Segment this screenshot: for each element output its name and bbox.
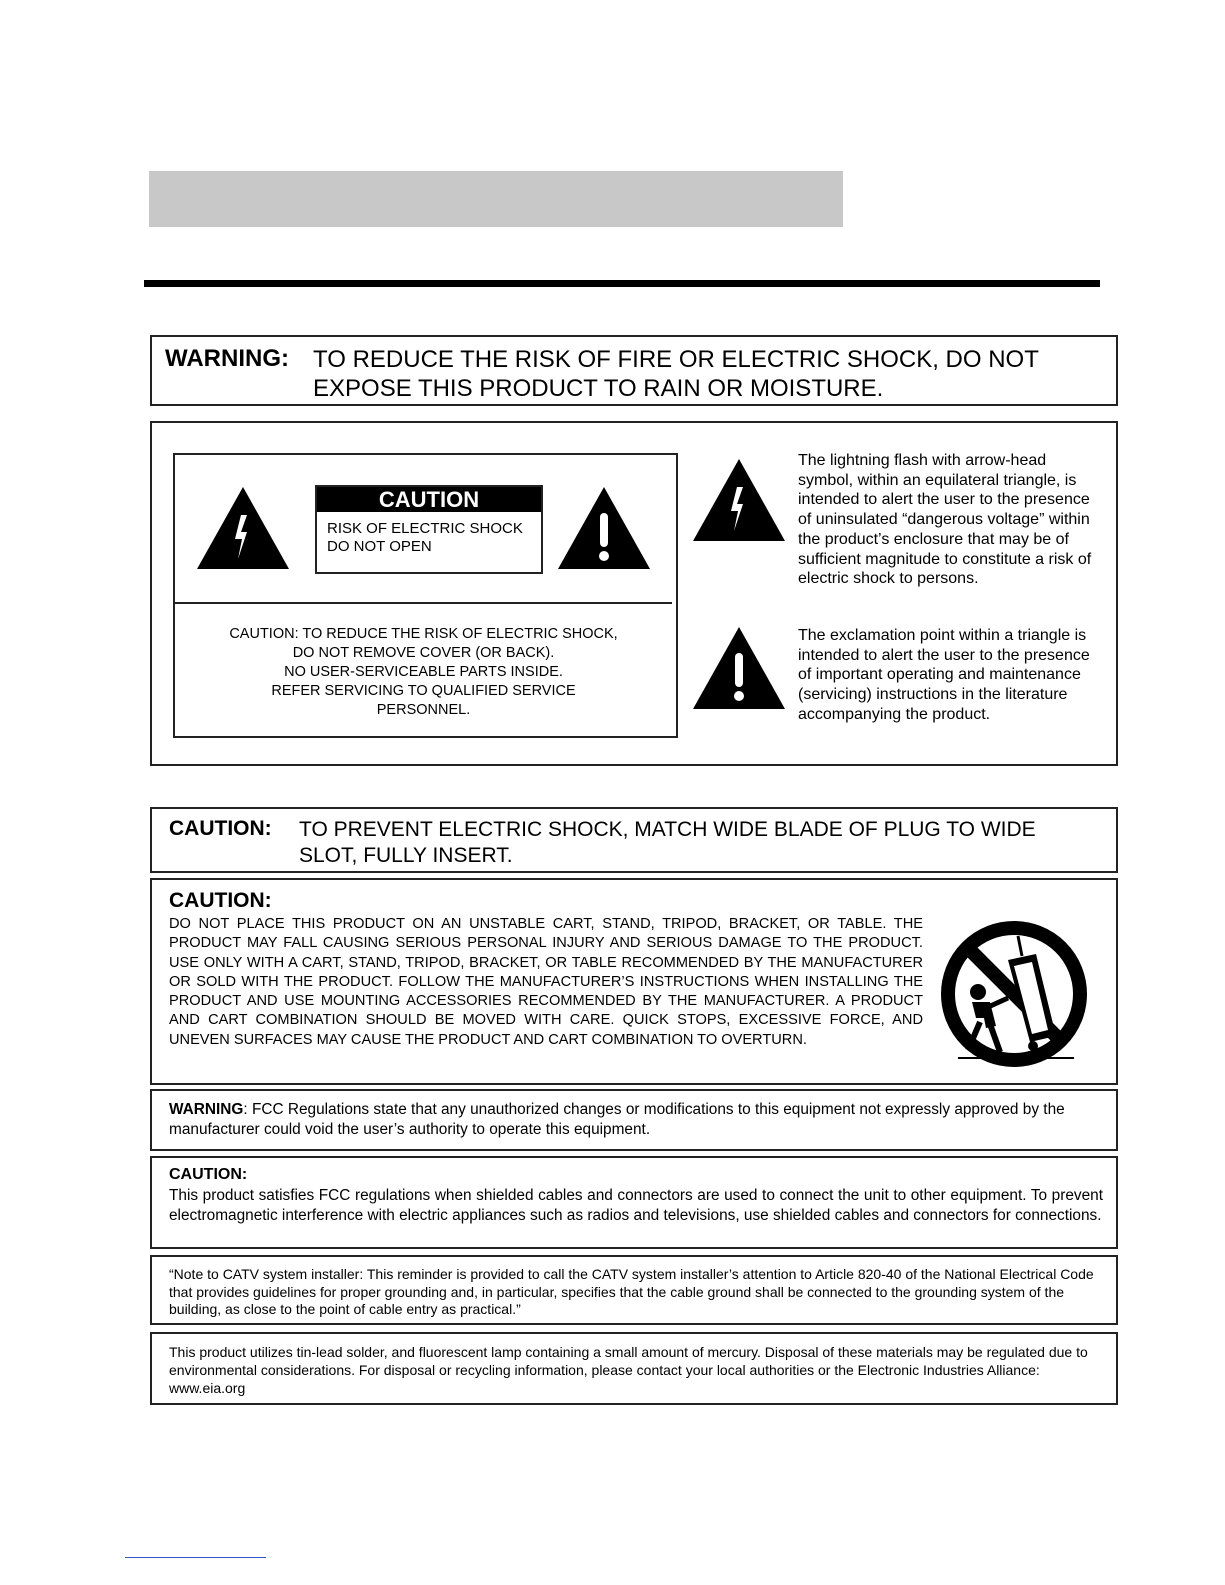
fcc-caution-text: This product satisfies FCC regulations when shielded cables and connectors are used to connect the unit to other equipment. To prevent electromagnetic interference with electric appliances such as radios and televisions, use shielded cables and connectors for connections. [169,1187,1103,1224]
exclamation-warning-icon [558,487,650,569]
caution-sticker-line2: DO NOT OPEN [327,538,432,555]
caution-cart-title: CAUTION: [169,889,272,912]
caution-plug-lead: CAUTION: [169,817,272,840]
section-title-bar [149,171,843,227]
caution-cart-text: DO NOT PLACE THIS PRODUCT ON AN UNSTABLE CART, STAND, TRIPOD, BRACKET, OR TABLE. THE PRODUCT MAY FALL CAUSING SERIOUS PERSONAL INJURY AND SERIOUS DAMAGE TO THE PRODUCT. USE ONLY WITH A CART, STAND, TRIPOD, BRACKET, OR TABLE RECOMMENDED BY THE MANUFACTURER OR SOLD WITH THE PRODUCT. FOLLOW THE MANUFACTURER’S INSTRUCTIONS WHEN INSTALLING THE PRODUCT AND USE MOUNTING ACCESSORIES RECOMMENDED BY THE MANUFACTURER. A PRODUCT AND CART COMBINATION SHOULD BE MOVED WITH CARE. QUICK STOPS, EXCESSIVE FORCE, AND UNEVEN SURFACES MAY CAUSE THE PRODUCT AND CART COMBINATION TO OVERTURN. [169,916,923,1048]
caution-label-panel [173,453,678,738]
exclamation-symbol-description: The exclamation point within a triangle is intended to alert the user to the presence of important operating and maintenance (servicing) instructions in the literature accompanying the product. [798,627,1090,723]
exclamation-symbol-icon [693,627,785,709]
caution-label-bottom [175,625,672,720]
warning-rain-lead: WARNING: [165,345,289,372]
caution-bottom-line: NO USER-SERVICEABLE PARTS INSIDE. [284,664,563,680]
catv-note-text: “Note to CATV system installer: This reminder is provided to call the CATV system installer’s attention to Article 820-40 of the National Electrical Code that provides guidelines for proper grounding and, in particular, specifies that the cable ground shall be connected to the grounding system of the building, as close to the point of cable entry as practical.” [169,1266,1094,1317]
fcc-warning-lead: WARNING [169,1101,244,1118]
caution-bottom-line: CAUTION: TO REDUCE THE RISK OF ELECTRIC SHOCK, [229,626,618,642]
warning-rain-text: TO REDUCE THE RISK OF FIRE OR ELECTRIC SHOCK, DO NOT EXPOSE THIS PRODUCT TO RAIN OR MOISTURE. [313,346,1039,402]
warning-rain-box [150,335,1118,406]
caution-sticker [315,485,543,574]
caution-bottom-line: REFER SERVICING TO QUALIFIED SERVICE [271,683,576,699]
disposal-box [150,1332,1118,1405]
fcc-caution-box [150,1156,1118,1249]
footer-link-underline [125,1557,266,1558]
section-divider [144,280,1100,287]
lightning-symbol-description: The lightning flash with arrow-head symbol, within an equilateral triangle, is intended to alert the user to the presence of uninsulated “dangerous voltage” within the product’s enclosure that may be of sufficient magnitude to constitute a risk of electric shock to persons. [798,452,1092,588]
caution-bottom-line: DO NOT REMOVE COVER (OR BACK). [292,645,555,661]
lightning-warning-icon [197,487,289,569]
caution-label-top [175,455,672,604]
caution-sticker-header: CAUTION [317,487,541,512]
lightning-symbol-icon [693,459,785,541]
caution-cart-box [150,878,1118,1085]
caution-plug-box [150,807,1118,873]
fcc-warning-text: : FCC Regulations state that any unauthorized changes or modifications to this equipment not expressly approved by the manufacturer could void the user’s authority to operate this equipment. [169,1101,1065,1138]
caution-bottom-line: PERSONNEL. [376,702,471,718]
cart-tip-over-icon [938,918,1098,1078]
fcc-caution-title: CAUTION: [169,1166,248,1183]
disposal-text: This product utilizes tin-lead solder, and fluorescent lamp containing a small amount of mercury. Disposal of these materials may be regulated due to environmental considerations. For disposal or recycling information, please contact your local authorities or the Electronic Industries Alliance: www.eia.org [169,1344,1088,1396]
symbols-box [150,421,1118,766]
fcc-warning-box [150,1089,1118,1151]
catv-note-box [150,1255,1118,1325]
caution-sticker-line1: RISK OF ELECTRIC SHOCK [327,520,523,537]
caution-plug-text: TO PREVENT ELECTRIC SHOCK, MATCH WIDE BLADE OF PLUG TO WIDE SLOT, FULLY INSERT. [299,818,1036,867]
